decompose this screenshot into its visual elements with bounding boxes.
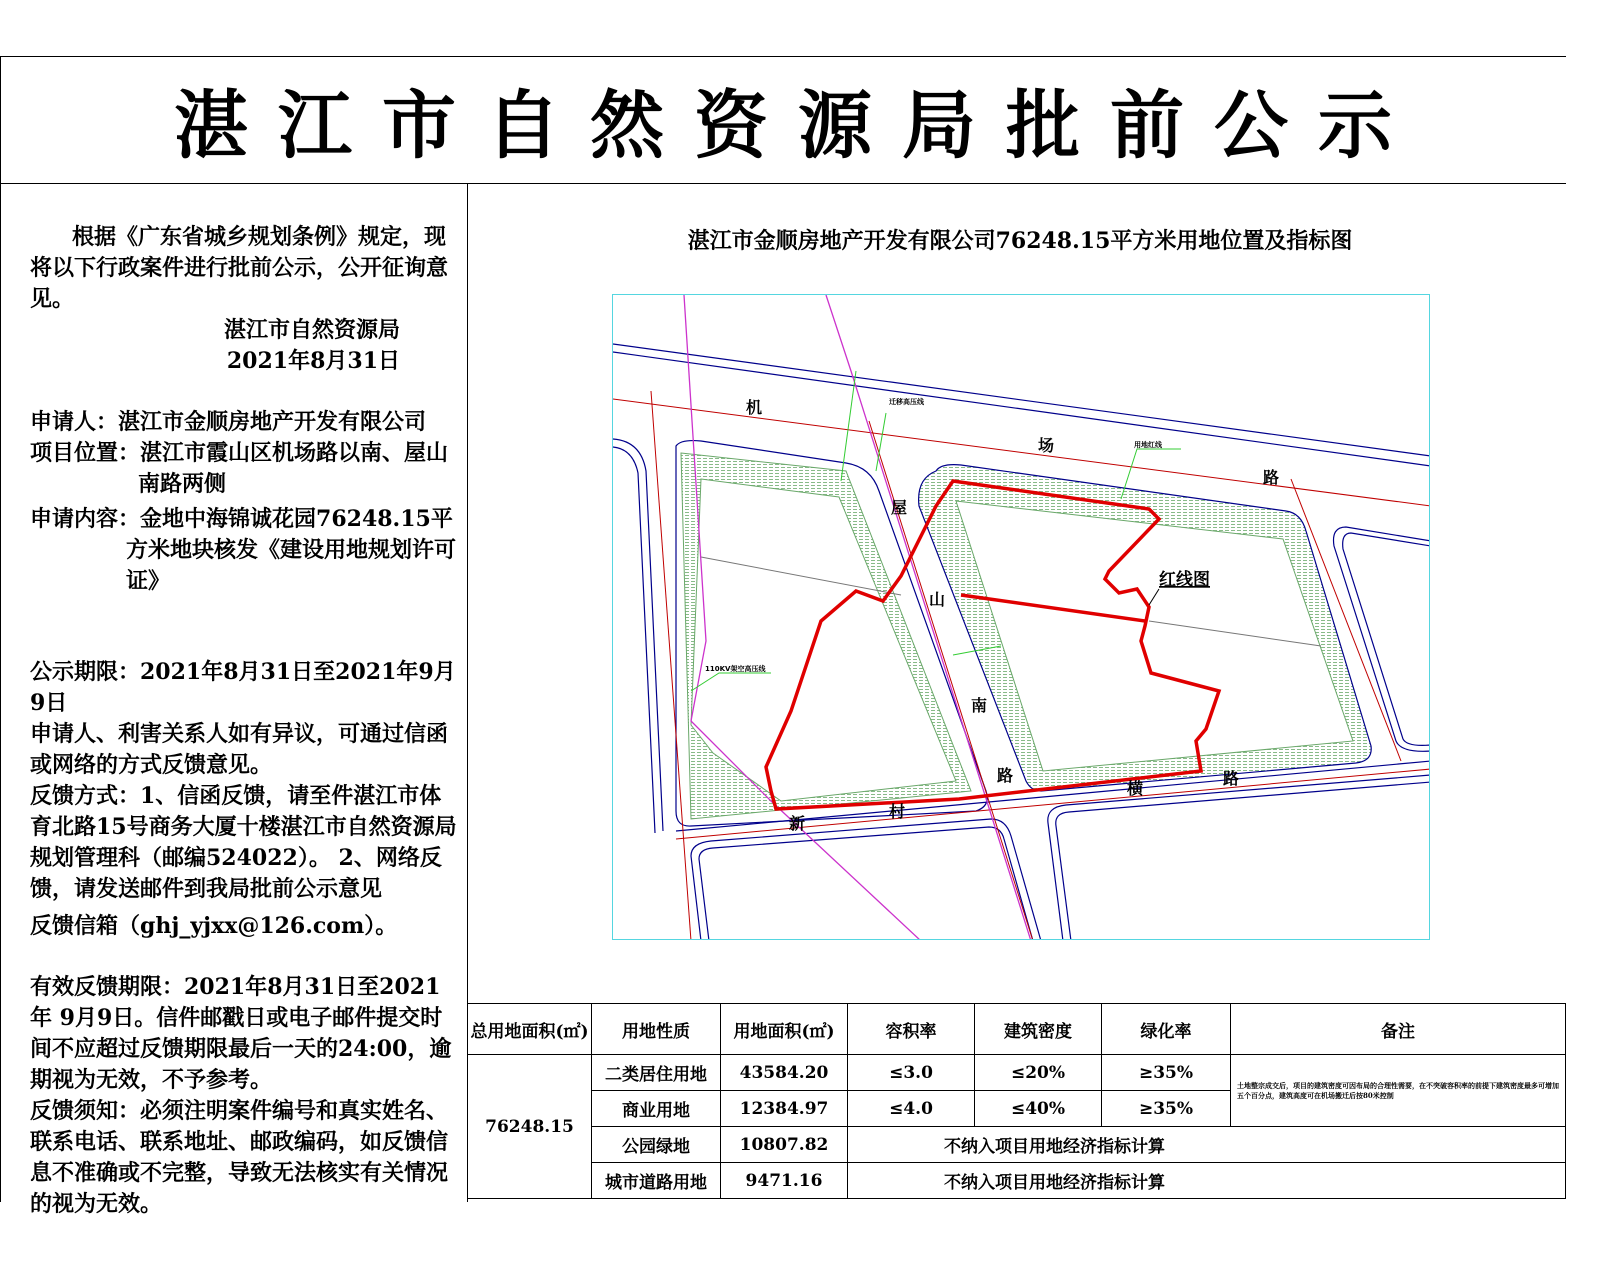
road-label-xincun-1: 新 <box>789 814 806 833</box>
content-value: 金地中海锦诚花园76248.15平方米地块核发《建设用地规划许可证》 <box>126 506 457 594</box>
land-area: 12384.97 <box>721 1091 848 1127</box>
road-label-heng-2: 路 <box>1223 769 1240 788</box>
applicant-label: 申请人： <box>30 409 119 435</box>
land-type: 二类居住用地 <box>592 1055 721 1091</box>
content-line <box>30 504 460 597</box>
land-area: 10807.82 <box>721 1127 848 1163</box>
title-bar <box>0 56 1566 184</box>
table-row <box>468 1055 1566 1091</box>
location-value: 湛江市霞山区机场路以南、屋山南路两侧 <box>138 440 449 497</box>
header-far: 容积率 <box>848 1004 975 1055</box>
road-label-wushan-3: 南 <box>971 696 988 715</box>
intro-text: 根据《广东省城乡规划条例》规定，现将以下行政案件进行批前公示，公开征询意见。 <box>30 224 449 312</box>
page-title: 湛江市自然资源局批前公示 <box>174 82 1422 169</box>
land-type: 商业用地 <box>592 1091 721 1127</box>
land-red-line-label: 用地红线 <box>1134 441 1162 449</box>
table-row <box>468 1127 1566 1163</box>
header-land-area: 用地面积(㎡) <box>721 1004 848 1055</box>
content-label: 申请内容： <box>30 506 141 532</box>
west-block-inner <box>691 479 956 801</box>
applicant-value: 湛江市金顺房地产开发有限公司 <box>118 409 427 435</box>
issuer: 湛江市自然资源局 <box>223 317 400 343</box>
density-value: ≤20% <box>975 1055 1102 1091</box>
header-land-type: 用地性质 <box>592 1004 721 1055</box>
notice-panel <box>30 222 460 1220</box>
spacer <box>30 377 460 407</box>
hv-110kv-label: 110KV架空高压线 <box>705 665 766 673</box>
header-total-area: 总用地面积(㎡) <box>468 1004 592 1055</box>
table-header-row <box>468 1004 1566 1055</box>
red-line-map-label: 红线图 <box>1159 570 1210 590</box>
remark-cell: 土地整宗成交后，项目的建筑密度可因布局的合理性需要，在不突破容积率的前提下建筑密度最多可增加五个百分点，建筑高度可在机场搬迁后按80米控制 <box>1231 1055 1566 1127</box>
feedback-notice: 反馈须知：必须注明案件编号和真实姓名、联系电话、联系地址、邮政编码，如反馈信息不准确或不完整，导致无法核实有关情况的视为无效。 <box>30 1098 449 1217</box>
road-label-wushan-1: 屋 <box>891 498 908 517</box>
location-line <box>30 438 460 500</box>
location-label: 项目位置： <box>30 440 141 466</box>
header-green-rate: 绿化率 <box>1102 1004 1231 1055</box>
land-area: 43584.20 <box>721 1055 848 1091</box>
land-type: 城市道路用地 <box>592 1163 721 1199</box>
site-plan-drawing <box>613 295 1430 940</box>
header-remark: 备注 <box>1231 1004 1566 1055</box>
far-value: ≤4.0 <box>848 1091 975 1127</box>
density-value: ≤40% <box>975 1091 1102 1127</box>
exclusion-note: 不纳入项目用地经济指标计算 <box>848 1127 1566 1163</box>
land-index-table <box>467 1003 1566 1199</box>
header-density: 建筑密度 <box>975 1004 1102 1055</box>
valid-period: 有效反馈期限：2021年8月31日至2021年 9月9日。信件邮戳日或电子邮件提交时间不应超过反馈期限最后一天的24:00，逾期视为无效，不予参考。 <box>30 974 452 1093</box>
map-title: 湛江市金顺房地产开发有限公司76248.15平方米用地位置及指标图 <box>687 228 1353 254</box>
road-label-airport-1: 机 <box>746 398 763 417</box>
spacer <box>30 942 460 972</box>
green-rate-value: ≥35% <box>1102 1091 1231 1127</box>
road-label-heng-1: 横 <box>1127 779 1144 798</box>
road-label-wushan-2: 山 <box>929 590 946 609</box>
applicant-line <box>30 407 460 438</box>
land-type: 公园绿地 <box>592 1127 721 1163</box>
publicity-period: 公示期限：2021年8月31日至2021年9月9日 <box>30 659 456 716</box>
feedback-method: 反馈方式：1、信函反馈，请至件湛江市体育北路15号商务大厦十楼湛江市自然资源局规划管理科（邮编524022）。 2、网络反馈，请发送邮件到我局批前公示意见 <box>30 783 457 902</box>
road-label-airport-3: 路 <box>1263 468 1280 487</box>
land-area: 9471.16 <box>721 1163 848 1199</box>
objection-text: 申请人、利害关系人如有异议，可通过信函或网络的方式反馈意见。 <box>30 721 449 778</box>
table-row <box>468 1163 1566 1199</box>
green-rate-value: ≥35% <box>1102 1055 1231 1091</box>
spacer <box>30 597 460 657</box>
feedback-email: 反馈信箱（ghj_yjxx@126.com）。 <box>30 913 398 939</box>
site-plan-map <box>612 294 1430 940</box>
exclusion-note: 不纳入项目用地经济指标计算 <box>848 1163 1566 1199</box>
road-label-airport-2: 场 <box>1038 436 1055 455</box>
issue-date: 2021年8月31日 <box>226 348 400 374</box>
relocated-hv-line-label: 迁移高压线 <box>889 398 924 406</box>
far-value: ≤3.0 <box>848 1055 975 1091</box>
road-label-xincun-2: 村 <box>889 802 906 821</box>
total-area-cell: 76248.15 <box>468 1055 592 1199</box>
road-label-wushan-4: 路 <box>997 766 1014 785</box>
